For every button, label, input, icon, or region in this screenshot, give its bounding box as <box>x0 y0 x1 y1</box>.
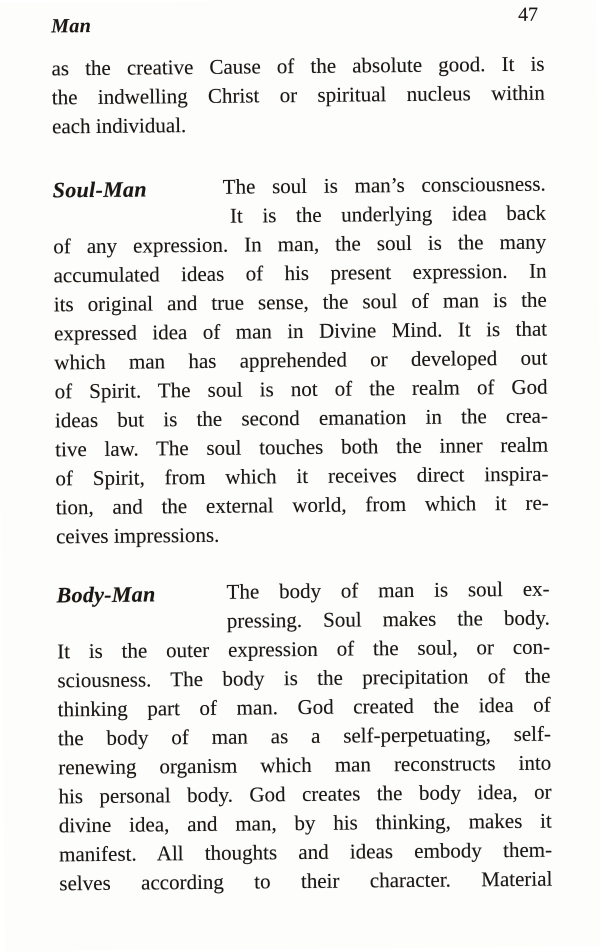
text-line: It is the outer expression of the soul, or con- <box>57 634 551 664</box>
text-column <box>51 50 552 899</box>
text-line: selves according to their character. Material <box>59 866 553 896</box>
soul-man-entry <box>53 170 550 552</box>
text-line: each individual. <box>51 113 187 139</box>
body-man-entry <box>56 575 552 899</box>
text-line: tion, and the external world, from which it re- <box>55 490 549 520</box>
text-line: of Spirit, from which it receives direct inspira- <box>55 461 549 491</box>
intro-paragraph <box>51 50 545 142</box>
definition-term: Body-Man <box>56 581 156 608</box>
text-line: accumulated ideas of his present expression. In <box>53 258 547 288</box>
text-line: ceives impressions. <box>55 522 220 549</box>
text-line: The body of man is soul ex- <box>226 576 550 604</box>
text-line: sciousness. The body is the precipitation of the <box>57 663 551 693</box>
text-line: The soul is man’s consciousness. <box>222 171 546 199</box>
text-line: ideas but is the second emanation in the crea- <box>54 403 549 433</box>
text-line: renewing organism which man reconstructs into <box>58 750 552 780</box>
text-line: divine idea, and man, by his thinking, makes it <box>58 808 552 838</box>
running-head: Man <box>51 14 92 38</box>
text-line: which man has apprehended or developed out <box>54 345 548 375</box>
text-line: the body of man as a self-perpetuating, self- <box>57 721 552 751</box>
text-line: expressed idea of man in Divine Mind. It is that <box>53 316 548 346</box>
text-line: the indwelling Christ or spiritual nucleus within <box>51 80 545 110</box>
text-line: as the creative Cause of the absolute good. It is <box>51 51 545 81</box>
text-line: manifest. All thoughts and ideas embody them- <box>58 837 553 867</box>
text-line: It is the underlying idea back <box>229 200 547 228</box>
page-number: 47 <box>517 3 539 26</box>
text-line: of any expression. In man, the soul is the many <box>53 229 547 259</box>
text-line: its original and true sense, the soul of man is the <box>53 287 547 317</box>
text-line: pressing. Soul makes the body. <box>226 605 550 633</box>
text-line: his personal body. God creates the body idea, or <box>58 779 552 809</box>
text-line: of Spirit. The soul is not of the realm of God <box>54 374 548 404</box>
definition-term: Soul-Man <box>52 176 147 203</box>
text-line: thinking part of man. God created the idea of <box>57 692 551 722</box>
text-line: tive law. The soul touches both the inner realm <box>55 432 549 462</box>
